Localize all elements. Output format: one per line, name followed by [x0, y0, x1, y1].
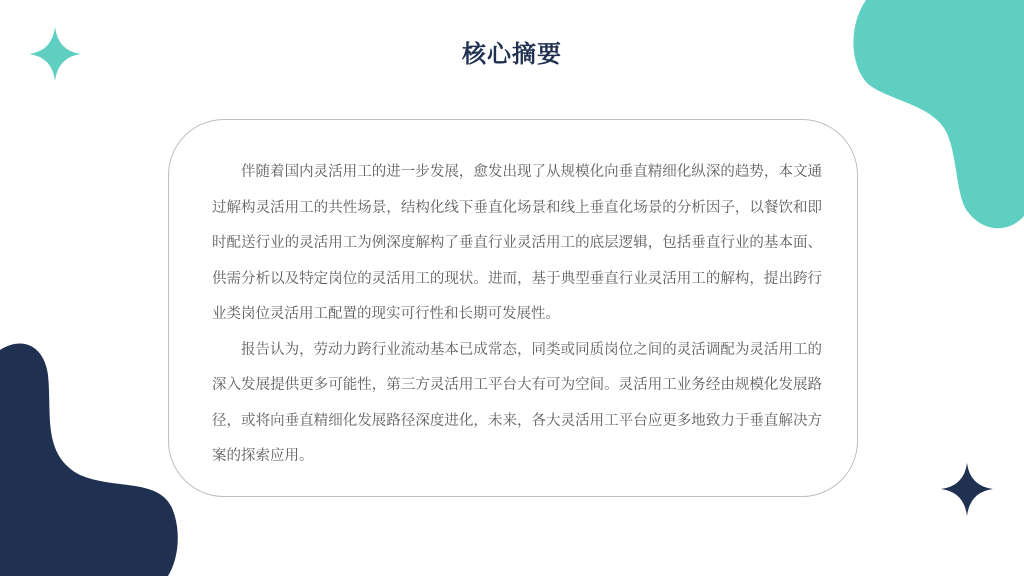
summary-paragraph-1: 伴随着国内灵活用工的进一步发展，愈发出现了从规模化向垂直精细化纵深的趋势，本文通过解构灵活用工的共性场景，结构化线下垂直化场景和线上垂直化场景的分析因子，以餐饮和即时配送行业的灵活用工为例深度解构了垂直行业灵活用工的底层逻辑，包括垂直行业的基本面、供需分析以及特定岗位的灵活用工的现状。进而，基于典型垂直行业灵活用工的解构，提出跨行业类岗位灵活用工配置的现实可行性和长期可发展性。 [212, 164, 822, 322]
page-title: 核心摘要 [462, 40, 562, 68]
summary-text [212, 155, 822, 475]
navy-blob [0, 344, 178, 576]
navy-sparkle-icon [941, 463, 993, 516]
summary-paragraph-2: 报告认为，劳动力跨行业流动基本已成常态，同类或同质岗位之间的灵活调配为灵活用工的深入发展提供更多可能性，第三方灵活用工平台大有可为空间。灵活用工业务经由规模化发展路径，或将向垂直精细化发展路径深度进化，未来，各大灵活用工平台应更多地致力于垂直解决方案的探索应用。 [212, 341, 822, 464]
